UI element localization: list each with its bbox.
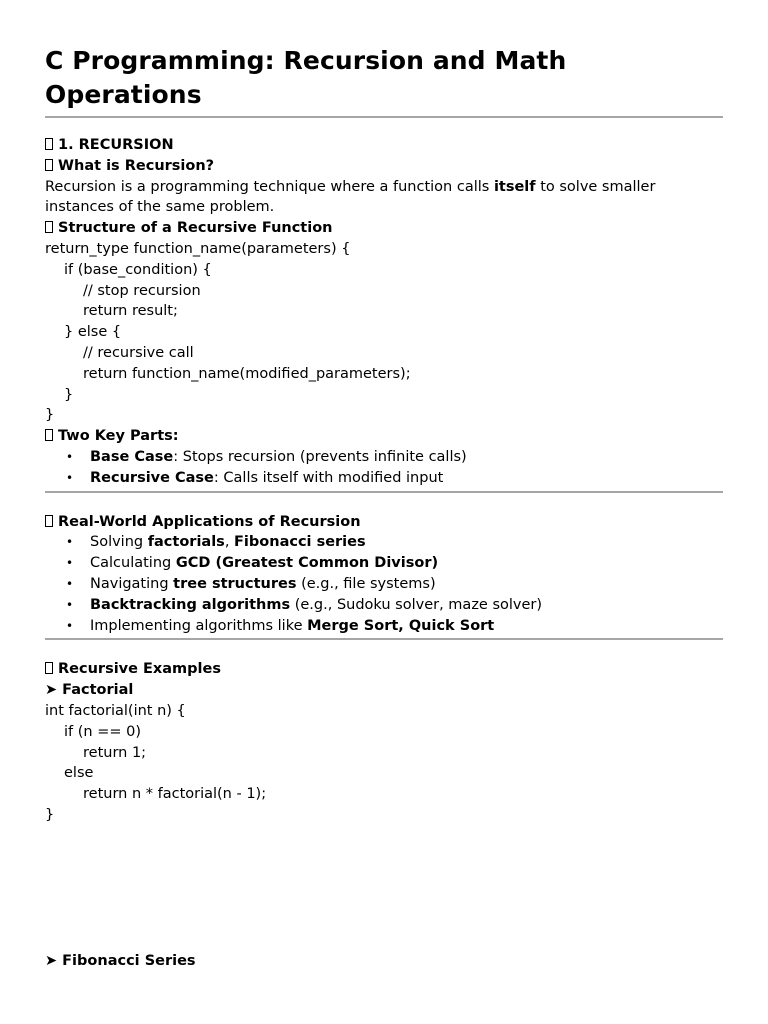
- code-line: return_type function_name(parameters) {: [45, 240, 351, 257]
- code-line: }: [64, 386, 74, 403]
- code-line: }: [45, 806, 55, 823]
- list-item: • Implementing algorithms like Merge Sort, Quick Sort: [45, 616, 723, 637]
- list-item: • Navigating tree structures (e.g., file systems): [45, 574, 723, 595]
- bullet-icon: •: [66, 535, 74, 550]
- emoji-placeholder-icon: [45, 429, 53, 441]
- code-line: return n * factorial(n - 1);: [83, 786, 267, 803]
- factorial-code-block: [45, 701, 723, 826]
- code-line: return result;: [83, 303, 178, 320]
- bullet-icon: •: [66, 449, 74, 464]
- fibonacci-heading: ➤ Fibonacci Series: [45, 952, 196, 969]
- applications-list: [45, 532, 723, 636]
- list-item: • Base Case: Stops recursion (prevents infinite calls): [45, 447, 723, 468]
- what-is-recursion-heading: What is Recursion?: [45, 156, 723, 177]
- factorial-heading: ➤ Factorial: [45, 682, 134, 699]
- code-line: }: [45, 407, 55, 424]
- code-line: // recursive call: [83, 344, 194, 361]
- emoji-placeholder-icon: [45, 138, 53, 150]
- code-line: return 1;: [83, 744, 147, 761]
- bullet-icon: •: [66, 576, 74, 591]
- emoji-placeholder-icon: [45, 515, 53, 527]
- code-line: if (n == 0): [64, 723, 141, 740]
- applications-heading: Real-World Applications of Recursion: [45, 512, 723, 533]
- bullet-icon: •: [66, 470, 74, 485]
- structure-code-block: [45, 239, 723, 426]
- page-title: C Programming: Recursion and Math Operations: [45, 46, 567, 109]
- code-line: int factorial(int n) {: [45, 702, 186, 719]
- key-parts-list: [45, 447, 723, 489]
- code-line: return function_name(modified_parameters);: [83, 365, 411, 382]
- bullet-icon: •: [66, 597, 74, 612]
- emoji-placeholder-icon: [45, 159, 53, 171]
- examples-heading: Recursive Examples: [45, 659, 723, 680]
- recursion-definition: Recursion is a programming technique where a function calls itself to solve smaller instances of the same problem.: [45, 178, 656, 216]
- list-item: • Backtracking algorithms (e.g., Sudoku solver, maze solver): [45, 595, 723, 616]
- arrow-icon: ➤: [45, 682, 58, 699]
- document-page: [45, 44, 723, 972]
- code-line: } else {: [64, 324, 122, 341]
- emoji-placeholder-icon: [45, 662, 53, 674]
- bullet-icon: •: [66, 556, 74, 571]
- bullet-icon: •: [66, 618, 74, 633]
- code-line: // stop recursion: [83, 282, 201, 299]
- arrow-icon: ➤: [45, 952, 58, 969]
- list-item: • Calculating GCD (Greatest Common Divisor): [45, 553, 723, 574]
- section-recursion-heading: 1. RECURSION: [45, 135, 723, 156]
- key-parts-heading: Two Key Parts:: [45, 426, 723, 447]
- code-line: if (base_condition) {: [64, 261, 212, 278]
- list-item: • Recursive Case: Calls itself with modified input: [45, 468, 723, 489]
- emoji-placeholder-icon: [45, 221, 53, 233]
- code-line: else: [64, 765, 94, 782]
- structure-heading: Structure of a Recursive Function: [45, 218, 723, 239]
- list-item: • Solving factorials, Fibonacci series: [45, 532, 723, 553]
